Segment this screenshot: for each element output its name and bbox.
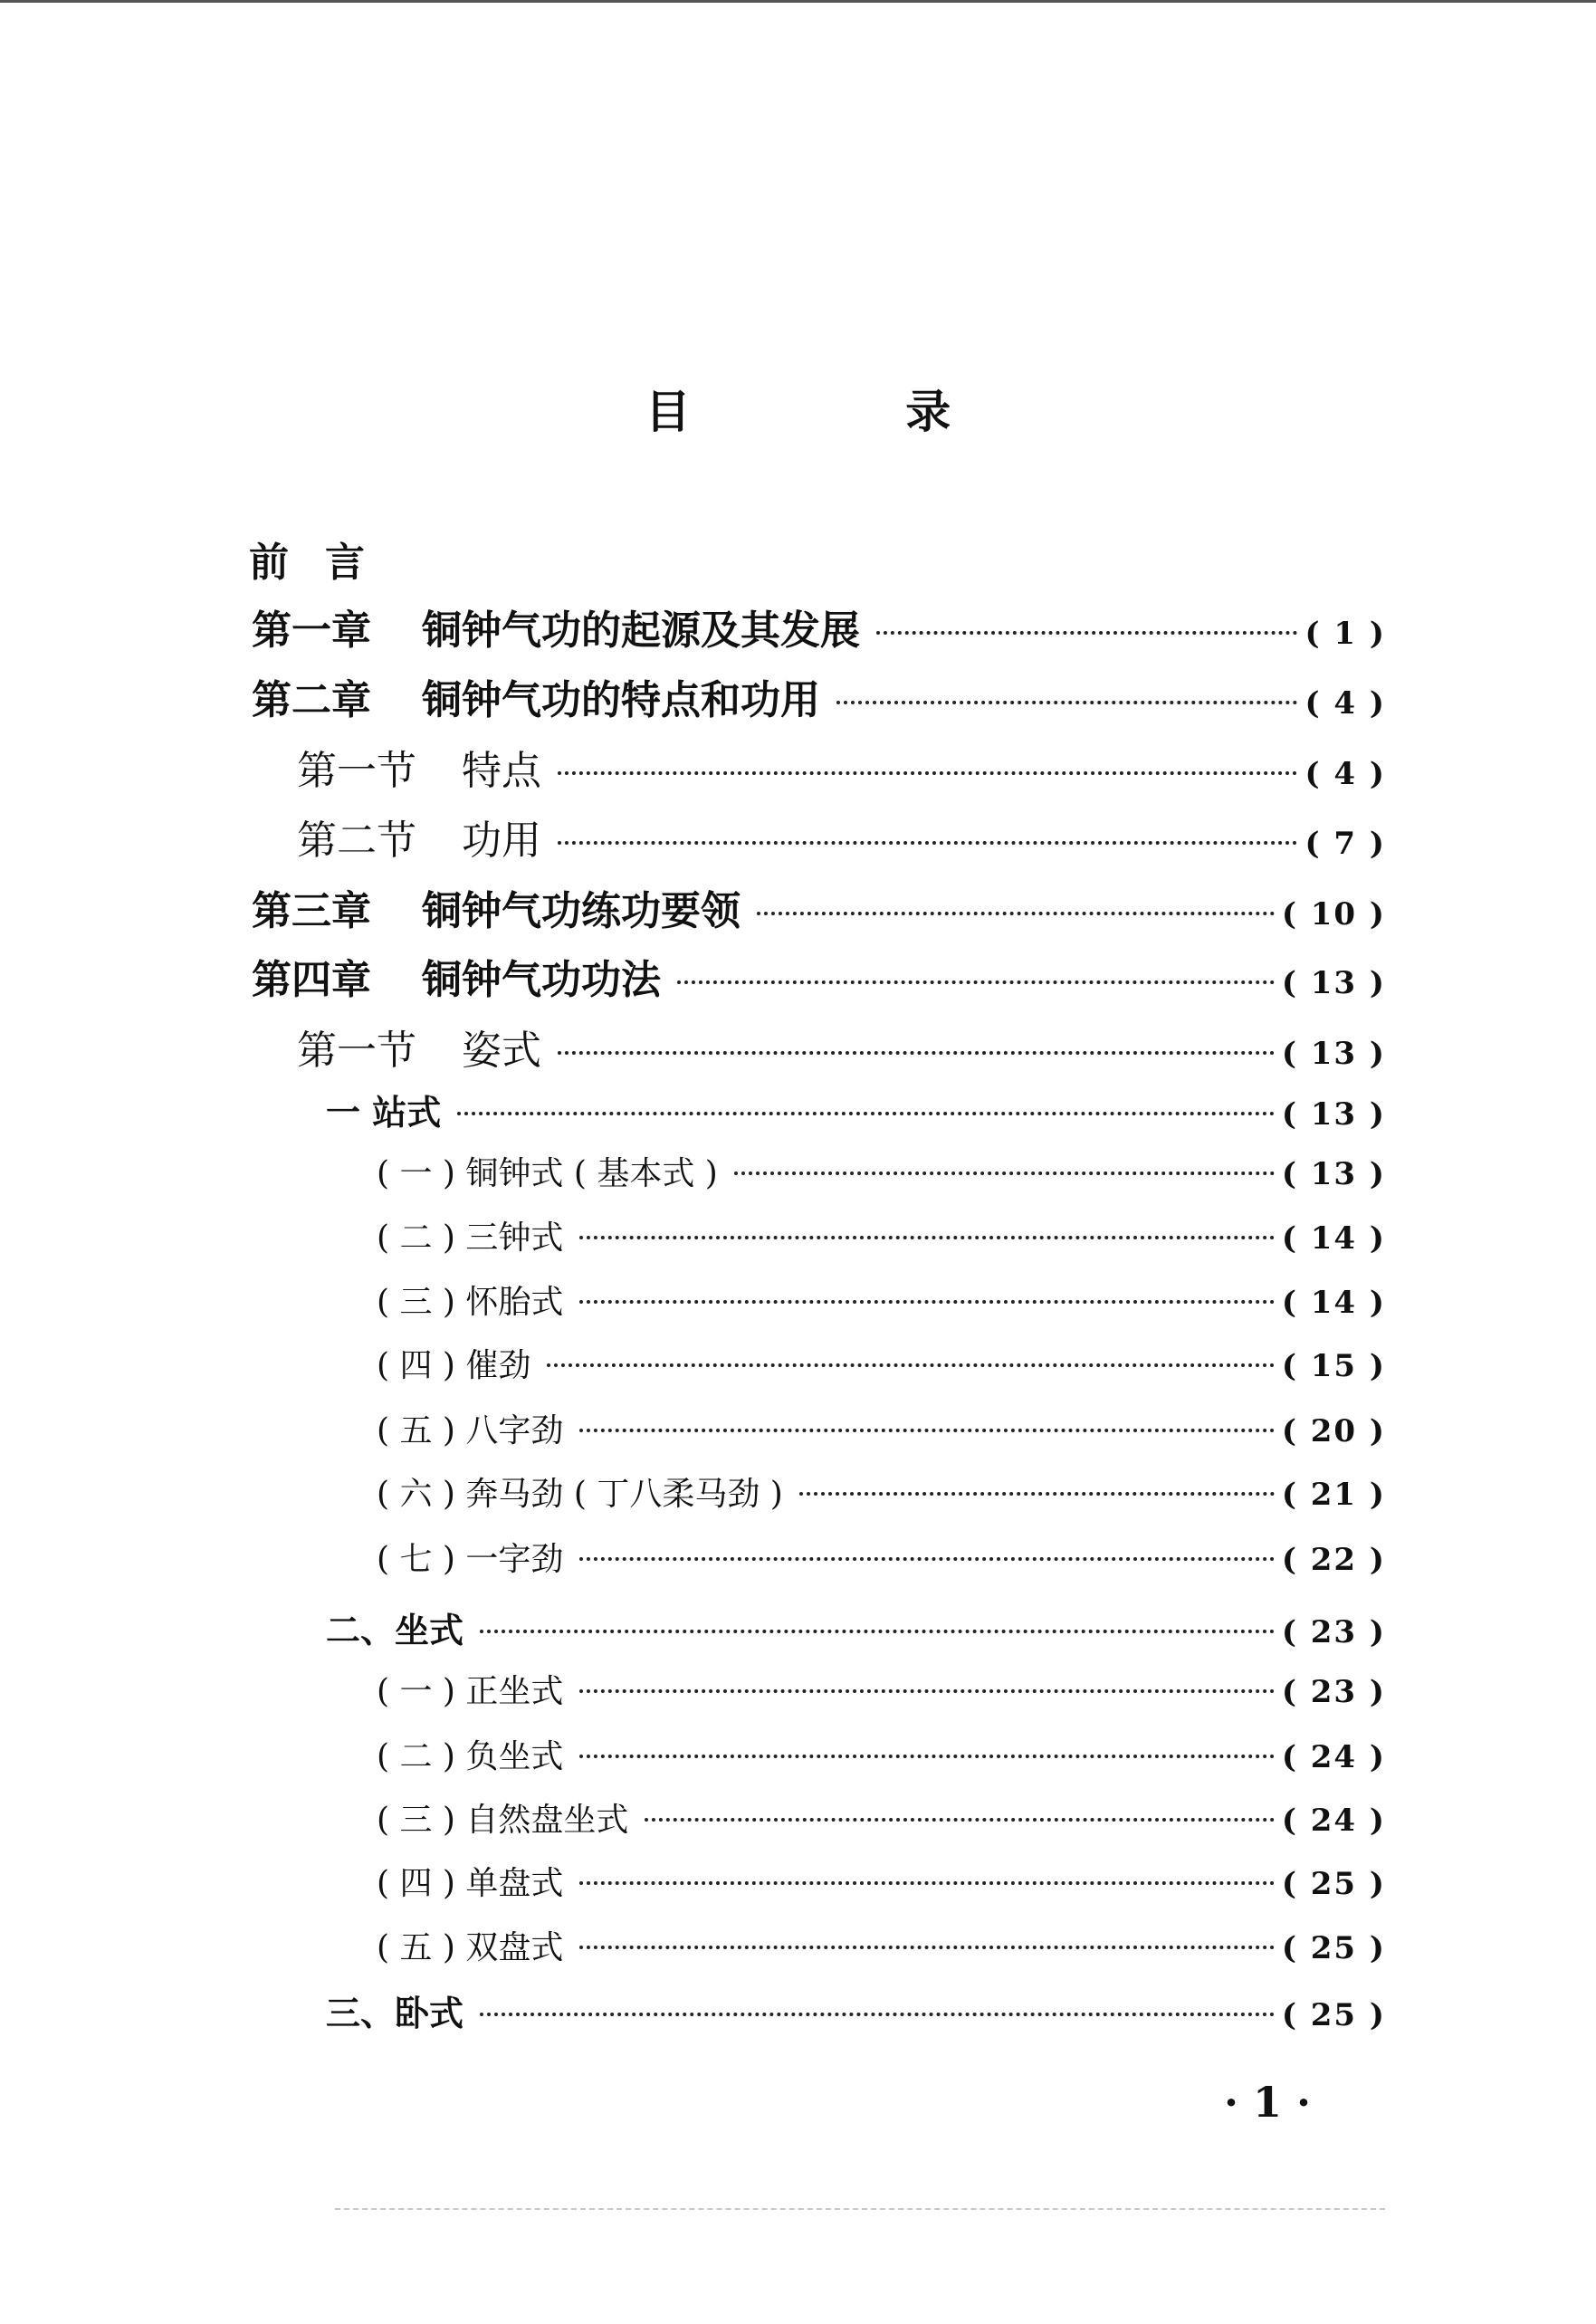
toc-entry-label: [252, 667, 820, 725]
toc-leader-dots: [579, 1300, 1274, 1304]
toc-entry-label: [297, 808, 541, 866]
toc-entry-title: 姿式: [462, 1028, 541, 1074]
toc-entry-title: 一 站式: [326, 1092, 442, 1133]
toc-leader-dots: [579, 1881, 1274, 1885]
toc-entry-label: [326, 1985, 464, 2035]
toc-entry-title: ( 四 ) 催劲: [377, 1347, 531, 1384]
toc-leader-dots: [799, 1492, 1275, 1496]
toc-entry-title: 二、坐式: [326, 1610, 464, 1650]
toc-entry-item: [377, 1666, 1386, 1720]
toc-entry-chapter: [252, 598, 1386, 652]
toc-entry-group: [326, 1085, 1386, 1139]
toc-entry-number: 第三章: [252, 888, 371, 934]
toc-entry-section: [297, 808, 1386, 862]
toc-entry-number: 第一节: [297, 1028, 416, 1074]
toc-entry-chapter: [252, 947, 1386, 1001]
toc-entry-title: ( 二 ) 三钟式: [377, 1219, 564, 1257]
toc-entry-page: ( 22 ): [1281, 1542, 1386, 1578]
toc-leader-dots: [677, 980, 1275, 984]
toc-leader-dots: [734, 1172, 1275, 1175]
toc-preface: 前言: [249, 540, 401, 586]
toc-entry-title: ( 四 ) 单盘式: [377, 1865, 564, 1902]
toc-entry-title: ( 五 ) 八字劲: [377, 1412, 564, 1449]
toc-entry-page: ( 13 ): [1281, 1036, 1386, 1072]
toc-entry-item: [377, 1468, 1386, 1523]
toc-entry-page: ( 14 ): [1281, 1285, 1386, 1321]
toc-entry-page: ( 25 ): [1281, 1997, 1386, 2033]
toc-entry-page: ( 20 ): [1281, 1413, 1386, 1449]
toc-leader-dots: [579, 1429, 1274, 1432]
toc-entry-title: ( 六 ) 奔马劲 ( 丁八柔马劲 ): [377, 1476, 783, 1513]
toc-entry-page: ( 23 ): [1281, 1674, 1386, 1710]
toc-entry-section: [297, 738, 1386, 792]
toc-entry-page: ( 13 ): [1281, 965, 1386, 1001]
toc-entry-title: ( 一 ) 铜钟式 ( 基本式 ): [377, 1155, 718, 1192]
toc-entry-title: ( 五 ) 双盘式: [377, 1929, 564, 1966]
toc-entry-label: [297, 1018, 541, 1076]
toc-entry-item: [377, 1340, 1386, 1394]
toc-entry-chapter: [252, 878, 1386, 932]
toc-entry-title: ( 二 ) 负坐式: [377, 1738, 564, 1775]
toc-entry-label: [326, 1602, 464, 1652]
toc-entry-item: [377, 1794, 1386, 1849]
toc-entry-label: [252, 598, 860, 655]
toc-leader-dots: [547, 1363, 1274, 1367]
toc-leader-dots: [579, 1946, 1274, 1949]
toc-leader-dots: [645, 1818, 1274, 1822]
toc-entry-label: [377, 1666, 563, 1712]
toc-leader-dots: [558, 771, 1297, 775]
toc-leader-dots: [579, 1236, 1274, 1239]
toc-entry-title: ( 三 ) 自然盘坐式: [377, 1802, 629, 1839]
toc-entry-number: 第一章: [252, 607, 371, 654]
toc-entry-item: [377, 1731, 1386, 1785]
toc-entry-title: 三、卧式: [326, 1993, 464, 2033]
toc-entry-number: 第一节: [297, 748, 416, 794]
toc-entry-page: ( 4 ): [1305, 685, 1386, 722]
toc-leader-dots: [558, 1051, 1275, 1055]
toc-leader-dots: [836, 701, 1297, 704]
toc-leader-dots: [579, 1755, 1274, 1758]
toc-entry-title: ( 七 ) 一字劲: [377, 1541, 564, 1578]
toc-entry-page: ( 15 ): [1281, 1348, 1386, 1384]
page-title: 目 录: [645, 385, 1051, 438]
toc-entry-label: [377, 1794, 628, 1841]
toc-entry-page: ( 13 ): [1281, 1096, 1386, 1133]
toc-entry-page: ( 7 ): [1305, 826, 1386, 862]
toc-entry-title: 功用: [462, 818, 541, 864]
toc-leader-dots: [579, 1557, 1274, 1561]
toc-entry-page: ( 24 ): [1281, 1739, 1386, 1775]
toc-entry-number: 第四章: [252, 957, 371, 1003]
toc-entry-item: [377, 1405, 1386, 1459]
toc-entry-label: [377, 1148, 718, 1194]
toc-entry-page: ( 14 ): [1281, 1220, 1386, 1257]
toc-entry-title: 铜钟气功的特点和功用: [422, 677, 820, 723]
toc-entry-item: [377, 1534, 1386, 1588]
toc-entry-page: ( 25 ): [1281, 1866, 1386, 1902]
toc-entry-title: ( 一 ) 正坐式: [377, 1673, 564, 1710]
toc-entry-label: [377, 1731, 563, 1777]
toc-entry-label: [377, 1405, 563, 1451]
toc-leader-dots: [558, 841, 1297, 845]
toc-entry-label: [377, 1534, 563, 1580]
toc-entry-title: ( 三 ) 怀胎式: [377, 1284, 564, 1321]
toc-entry-item: [377, 1858, 1386, 1912]
toc-leader-dots: [876, 631, 1297, 635]
toc-leader-dots: [457, 1112, 1275, 1115]
toc-entry-page: ( 23 ): [1281, 1614, 1386, 1650]
toc-entry-group: [326, 1602, 1386, 1657]
toc-entry-label: [377, 1858, 563, 1904]
toc-entry-label: [377, 1277, 563, 1323]
toc-entry-label: [377, 1468, 783, 1515]
page-number: · 1 ·: [1223, 2078, 1312, 2127]
toc-entry-page: ( 1 ): [1305, 616, 1386, 652]
toc-entry-label: [377, 1212, 563, 1258]
toc-entry-item: [377, 1148, 1386, 1202]
toc-entry-title: 特点: [462, 748, 541, 794]
toc-entry-page: ( 4 ): [1305, 756, 1386, 792]
toc-entry-label: [297, 738, 541, 796]
toc-entry-section: [297, 1018, 1386, 1072]
toc-entry-label: [252, 947, 661, 1005]
toc-entry-item: [377, 1212, 1386, 1267]
toc-entry-label: [252, 878, 741, 936]
toc-entry-label: [326, 1085, 441, 1134]
toc-entry-number: 第二章: [252, 677, 371, 723]
toc-entry-label: [377, 1922, 563, 1968]
toc-entry-title: 铜钟气功练功要领: [422, 888, 741, 934]
toc-entry-page: ( 25 ): [1281, 1930, 1386, 1966]
toc-entry-group: [326, 1985, 1386, 2040]
toc-entry-title: 铜钟气功功法: [422, 957, 661, 1003]
toc-entry-page: ( 21 ): [1281, 1477, 1386, 1513]
toc-entry-title: 铜钟气功的起源及其发展: [422, 607, 860, 654]
toc-entry-item: [377, 1922, 1386, 1976]
scan-artifact-line: [335, 2204, 1385, 2210]
toc-leader-dots: [757, 912, 1275, 915]
toc-entry-item: [377, 1277, 1386, 1331]
toc-leader-dots: [579, 1689, 1274, 1693]
toc-leader-dots: [480, 2013, 1275, 2016]
toc-entry-number: 第二节: [297, 818, 416, 864]
toc-entry-page: ( 10 ): [1281, 896, 1386, 932]
toc-leader-dots: [480, 1630, 1275, 1633]
toc-entry-page: ( 13 ): [1281, 1156, 1386, 1192]
toc-entry-label: [377, 1340, 530, 1386]
toc-entry-page: ( 24 ): [1281, 1803, 1386, 1839]
toc-entry-chapter: [252, 667, 1386, 722]
